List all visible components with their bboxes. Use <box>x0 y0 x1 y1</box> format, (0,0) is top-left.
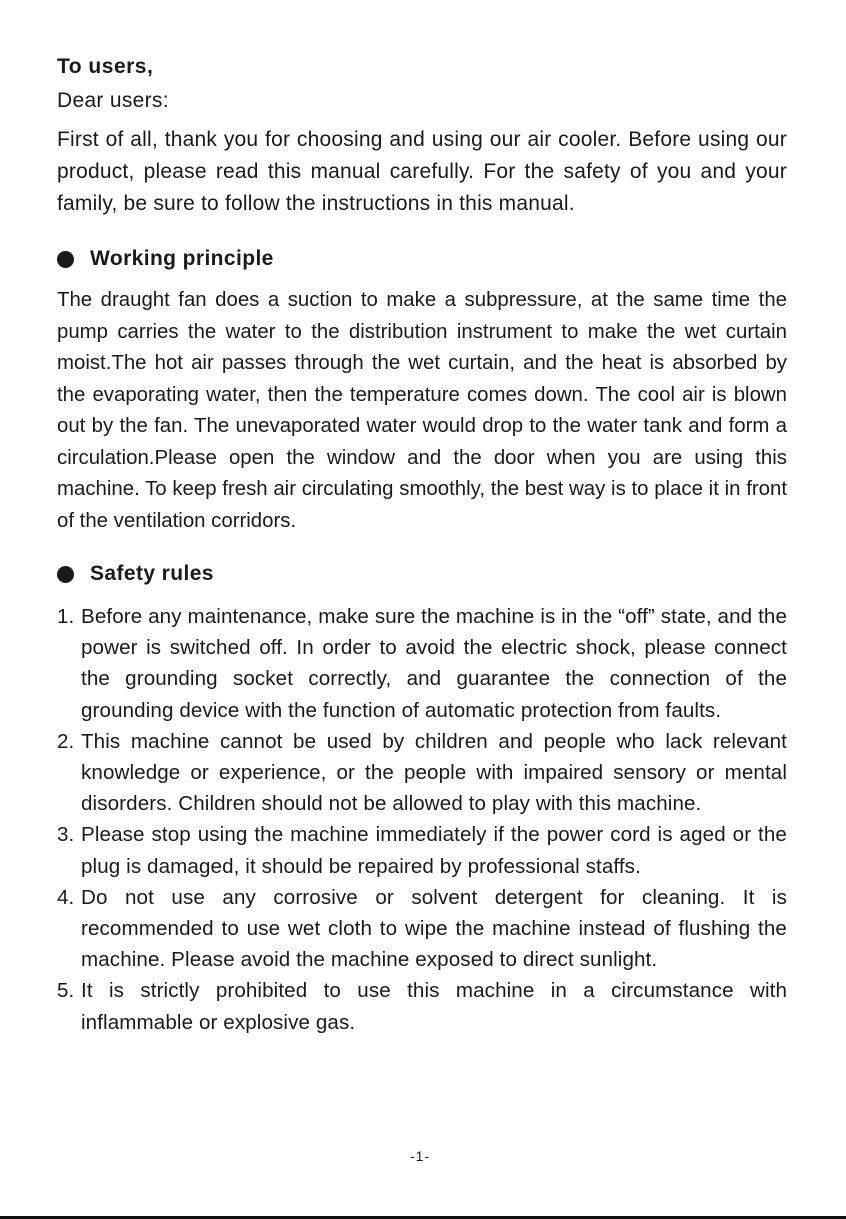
page-number: -1- <box>410 1148 431 1164</box>
safety-rule-item <box>57 975 787 1037</box>
bullet-icon <box>57 251 74 268</box>
safety-rule-text: This machine cannot be used by children and people who lack relevant knowledge or experience, or the people with impaired sensory or mental disorders. Children should not be allowed to play with this machine. <box>81 729 787 816</box>
safety-rule-text: Do not use any corrosive or solvent detergent for cleaning. It is recommended to use wet cloth to wipe the machine instead of flushing the machine. Please avoid the machine exposed to direct sunlight. <box>81 885 787 972</box>
safety-rules-list <box>57 601 787 1038</box>
safety-rule-number: 3. <box>57 823 75 847</box>
safety-rule-text: Please stop using the machine immediately if the power cord is aged or the plug is damaged, it should be repaired by professional staffs. <box>81 823 787 878</box>
working-principle-heading-text: Working principle <box>90 247 274 270</box>
safety-rules-heading <box>57 559 787 589</box>
safety-rule-number: 5. <box>57 979 75 1003</box>
safety-rule-item <box>57 601 787 726</box>
safety-rule-number: 2. <box>57 729 75 753</box>
greeting-title: To users, <box>57 55 154 78</box>
greeting-salutation: Dear users: <box>57 89 169 112</box>
safety-rule-item <box>57 819 787 881</box>
safety-rule-number: 4. <box>57 885 75 909</box>
safety-rule-number: 1. <box>57 605 75 628</box>
greeting-intro: First of all, thank you for choosing and using our air cooler. Before using our product, please read this manual carefully. For the safety of you and your family, be sure to follow the instructions in this manual. <box>57 128 787 215</box>
safety-rule-text: It is strictly prohibited to use this machine in a circumstance with inflammable or explosive gas. <box>81 979 787 1034</box>
working-principle-body: The draught fan does a suction to make a subpressure, at the same time the pump carries the water to the distribution instrument to make the wet curtain moist.The hot air passes through the wet curtain, and the heat is absorbed by the evaporating water, then the temperature comes down. The cool air is blown out by the fan. The unevaporated water would drop to the water tank and form a circulation.Please open the window and the door when you are using this machine. To keep fresh air circulating smoothly, the best way is to place it in front of the ventilation corridors. <box>57 289 787 532</box>
manual-page <box>57 52 787 1038</box>
safety-rule-text: Before any maintenance, make sure the machine is in the “off” state, and the power is switched off. In order to avoid the electric shock, please connect the grounding socket correctly, and guarantee the connection of the grounding device with the function of automatic protection from faults. <box>81 605 787 722</box>
safety-rule-item <box>57 726 787 820</box>
safety-rules-heading-text: Safety rules <box>90 562 214 585</box>
bullet-icon <box>57 566 74 583</box>
working-principle-heading <box>57 244 787 274</box>
safety-rule-item <box>57 882 787 976</box>
